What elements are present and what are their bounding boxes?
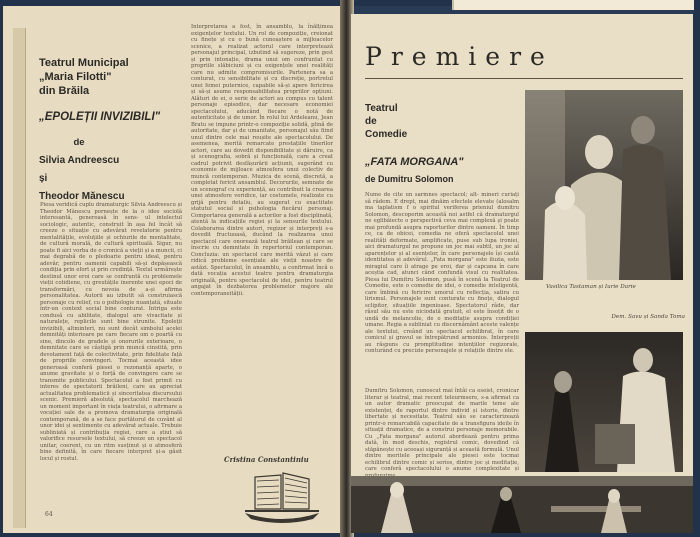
page-tab: [452, 0, 694, 10]
left-column-1: [40, 202, 182, 508]
article-signature: Cristina Constantiniu: [224, 455, 309, 464]
theatre-name-line2: de: [365, 116, 377, 127]
stage-photo-1: [525, 90, 683, 280]
article-text-right-col2: Dumitru Solomon, cunoscut mai întâi ca eseist, croniсar literar și teatral, mai recent teleurmsere, s-a afirmat ca un autor dramatic preocupat de marile teme ale existenței, de raportul dintre individ și istorie, dintre libertate și necesitate. Teatrul său se caracterizează printr-o remarcabilă capacitate de a transfigura ideile în situații dramatice, de a construi personaje memorabile. Cu „Fata morgana" autorul abordează pentru prima dată, în mod deschis, registrul comic, dovedind că stăpânește cu aceeași siguranță și această formulă. Unul dintre meritele principale ale piesei este tocmai echilibrul dintre comic și serios, dintre joc și meditație, care conferă spectacolului o anume complexitate și: [365, 388, 519, 472]
theatre-name-line3: Comedie: [365, 129, 408, 140]
photo-caption-1: Vasilica Tastaman și Iurie Darie: [546, 284, 636, 290]
page-number: 64: [45, 511, 53, 518]
theatre-name-line2: „Maria Filotti": [39, 71, 112, 83]
theatre-name-line3: din Brăila: [39, 85, 90, 97]
right-column-1: [365, 192, 519, 382]
author-line2: și: [39, 173, 48, 184]
play-title: „EPOLEȚII INVIZIBILI": [39, 111, 161, 123]
theatre-name-line1: Teatrul: [365, 103, 398, 114]
left-article-heading: [39, 56, 179, 204]
article-text-right-col1: Nume de cite un sarmnes spectacol; alt- mineri curiați să râdem. E drept, mai dinăim efectele elevate (alosalm ma taplatism f o spiritul veriferea prieniul dumitru Solomon, descoperim această noi astfel că dramaturgul ne eglibăiecte o perspectivă ceva mai complexă și poate mai profundă asupra raporturilor dintre oameni. În timp ce, ca de obicei, comedia ne oferă spectacolul unei realități deformate, amplificate, puse sub lupa ironiei, aici dramaturgul ne propune un joc mai subtil, un joc al aparențelor și al esențelor, în care personajele își caută identitatea și adevărul. „Fata morgana" este iluzia, este miragiul care îi atrage pe eroi, dar și capcana în care aceștia cad, atunci când confundă visul cu realitatea. Piesa lui Dumitru Solomon, pusă în scenă la Teatrul de Comedie, este o comedie de idei, o comedie inteligentă, care îmbină cu fericire umorul cu reflecția, satira cu lirismul. Personajele sunt conturate cu finețe, dialogul sclipitor, situațiile ingenioase. Spectatorul râde, dar râsul său nu este niciodată gratuit, el este însoțit de o undă de melancolie, de o meditație asupra condiției umane. Regia a subliniat cu discernământ aceste valențe ale textului, creând un spectacol echilibrat, în care comicul și gravul se întrepătrund armonios. Interpreții au răspuns cu promptitudine intențiilor regizorale, conturând cu precizie personajele și relațiile dintre ele.: [365, 192, 519, 354]
article-text-col2: Interpretarea a fost, în ansamblu, la înălțimea exigențelor textului. Un rol de compoziție, creionat cu finețe și cu o bună cunoaștere a mijloacelor scenice, a realizat actorul care interpretează personajul principal, izbutind să sugereze, prin gest și prin intonație, drama unui om confruntat cu propriile slăbiciuni și cu exigențele unei realități care nu admite compromisurile. Partenera sa a conturat, cu sensibilitate și cu discreție, portretul unei femei puternice, capabile să-și apere fericirea și să-și asume responsabilitatea propriilor opțiuni. Alături de ei, o serie de actori au compus cu talent personaje episodice, dar necesare economiei spectacolului, aducând fiecare o notă de autenticitate și de umor. În rolul lui Ardeleanu, Jean Bratu se impune printr-o compoziție solidă, plină de autoritate, dar și de umanitate, personajul său fiind unul dintre cele mai reușite ale spectacolului. De asemenea, merită remarcate prestațiile tinerilor actori, care au dovedit disponibilitate și dăruire, ca și scenografia, sobră și funcțională, care a creat cadrul potrivit desfășurării acțiunii, sugerând cu economie de mijloace atmosfera unui colectiv de muncă contemporan. Muzica de scenă, discretă, a completat fericit ansamblul. Decorurile, semnate de un scenograf cu experiență, au contribuit la crearea unei atmosfere veridice, iar costumele, realizate cu grijă pentru detaliu, au sugerat cu exactitate statutul social și psihologia fiecărui personaj. Comportarea generală a actorilor a fost disciplinată, atentă la indicațiile regiei și la sensurile textului. Colaborarea dintre autori, regizor și interpreți s-a dovedit fructuoasă, ducând la realizarea unui spectacol care onorează teatrul brăilean și care se înscrie cu demnitate în repertoriul contemporan. Concluzia: un spectacol care merită văzut și care ridică probleme esențiale ale vieții noastre de astăzi. Spectacolul, în ansamblu, a confirmat încă o dată vocația acestui teatru pentru dramaturgia originală, pentru spectacolul de idei, pentru teatrul angajat în dezbaterea problemelor majore ale contemporaneității.: [191, 24, 333, 297]
right-column-2: [365, 388, 519, 472]
play-title: „FATA MORGANA": [365, 156, 464, 168]
article-text-col1: Piesa veridică cuplu dramaturgic Silvia Andreescu și Theodor Mănescu pornește de la o idee sociolă interesantă, generoasă în sens- ul intelectul sociologic, autentic, construit în așa fel încât să creeze o situație cu adevărat revelatorie pentru mentalitățile, evoluțiile și ochiurile de mentalitate, de cultură morală, de cultură spirituală. Sigur, nu poate fi aici vorba de o cronică a vieții și a muncii, ci mai degrabă de o pledoarie pentru ideal, pentru adevăr, pentru oamenii capabili să-și depășească condiția prin efort și prin credință. Textul urmărește destinul unor eroi care se confruntă cu problemele vieții cotidiene, cu greutățile inerente unei epoci de transformări, cu nevoia de a-și afirma personalitatea. Autorii au izbutit să construiască personaje cu relief, cu o psihologie nuanțată, situate într-un context social bine conturat. Intriga este condusă cu abilitate, dialogul are vivacitate și naturalețe, replicile sunt bine strunite. Epoleții invizibili, altminteri, nu sunt decât simbolul acelei demnități interioare pe care fiecare om o poartă cu sine, dincolo de gradele și onorurile exterioare, o demnitate care se câștigă prin muncă cinstită, prin devotament față de colectivitate, prin fidelitate față de propriile convingeri. Tocmai această idee generoasă conferă piesei o rezonanță aparte, o anume gravitate și o forță de convingere care se transmite publicului. Spectacolul a fost primit cu interes de spectatorii brăileni, care au apreciat actualitatea problematicii și sinceritatea discursului scenic. Premieră absolută, spectacolul marchează un moment important în viața teatrului, o afirmare a vocației sale de a promova dramaturgia originală contemporană, de a se face purtătorul de cuvânt al unor idei și sentimente cu adevărat actuale. Trebuie subliniată și contribuția regiei, care a știut să valorifice resursele textului, să creeze un spectacol unitar, coerent, cu un ritm susținut și o atmosferă bine definită, în care fiecare interpret și-a găsit locul și rostul.: [40, 202, 182, 462]
stage-photo-3: [351, 476, 693, 533]
ship-illustration: [241, 469, 323, 525]
stage-photo-2: [525, 332, 683, 472]
section-title: Premiere: [365, 42, 554, 71]
by-word: de: [73, 137, 85, 148]
left-page: [3, 6, 343, 533]
right-page: [351, 14, 693, 533]
left-column-2: [191, 24, 333, 452]
photo-caption-2: Dem. Savu și Sanda Toma: [611, 314, 685, 320]
section-title-rule: [365, 78, 683, 79]
play-author: de Dumitru Solomon: [365, 174, 454, 184]
author-line3: Theodor Mănescu: [39, 191, 125, 202]
right-article-heading: [365, 102, 525, 186]
left-page-edge: [13, 28, 26, 528]
theatre-name-line1: Teatrul Municipal: [39, 57, 129, 69]
author-line1: Silvia Andreescu: [39, 155, 120, 166]
